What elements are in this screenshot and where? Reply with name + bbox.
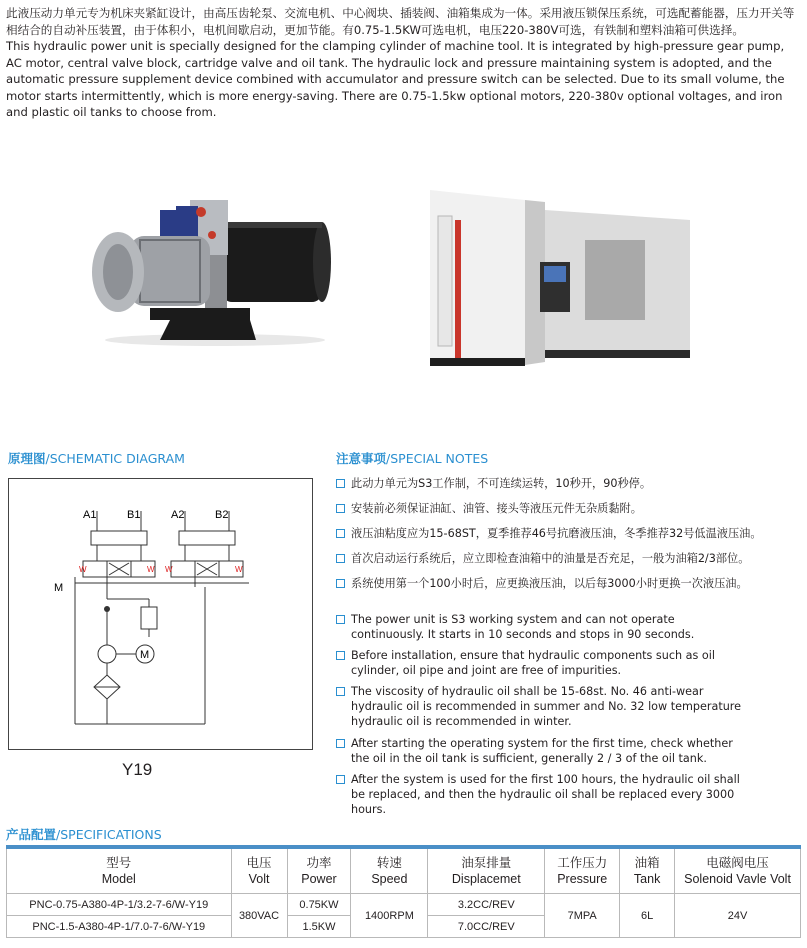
note-cn-3: 液压油粘度应为15-68ST，夏季推荐46号抗磨液压油，冬季推荐32号低温液压油。: [336, 526, 762, 541]
port-b2-label: B2: [215, 509, 229, 521]
note-en-2: Before installation, ensure that hydraulic components such as oil cylinder, oil pipe and joint are free of impurities.: [336, 648, 751, 678]
checkbox-icon: [336, 651, 345, 660]
intro-cn: 此液压动力单元专为机床夹紧缸设计，由高压齿轮泵、交流电机、中心阀块、插装阀、油箱集成为一体。采用液压锁保压系统，可选配蓄能器，压力开关等相结合的自动补压装置，由于体积小，电机间歇启动，更加节能。有0.75-1.5KW可选电机，电压220-380V可选，有铁制和塑料油箱可供选择。: [6, 6, 795, 37]
header-model: 型号 Model: [7, 848, 232, 894]
product-photos: [0, 180, 807, 380]
port-b1-label: B1: [127, 509, 141, 521]
intro-text: [6, 5, 801, 121]
displacement-cell: 3.2CC/REV: [428, 894, 545, 916]
checkbox-icon: [336, 554, 345, 563]
checkbox-icon: [336, 687, 345, 696]
notes-title: 注意事项/SPECIAL NOTES: [336, 451, 489, 466]
checkbox-icon: [336, 504, 345, 513]
solenoid-mark-right-2: W: [235, 565, 243, 574]
schematic-model-label: Y19: [122, 760, 153, 779]
schematic-title: 原理图/SCHEMATIC DIAGRAM: [8, 451, 185, 466]
motor-symbol: M: [140, 649, 150, 661]
note-cn-5: 系统使用第一个100小时后，应更换液压油，以后每3000小时更换一次液压油。: [336, 576, 748, 591]
power-cell: 1.5KW: [287, 916, 351, 938]
header-tank: 油箱 Tank: [620, 848, 675, 894]
notes-list: [336, 476, 806, 816]
header-speed: 转速 Speed: [351, 848, 428, 894]
checkbox-icon: [336, 579, 345, 588]
volt-cell: 380VAC: [231, 894, 287, 938]
checkbox-icon: [336, 529, 345, 538]
intro-en: This hydraulic power unit is specially designed for the clamping cylinder of machine tool. It is integrated by high-pressure gear pump, AC motor, central valve block, cartridge valve and oil tank. The hydraulic lock and pressure maintaining system is adopted, and the automatic pressure supplement device combined with accumulator and pressure switch can be selected. Due to its small volume, the motor starts intermittently, which is more energy-saving. There are 0.75-1.5kw optional motors, 220-380v optional voltages, and iron and plastic oil tanks to choose from.: [6, 39, 785, 119]
junction-dot: [104, 606, 110, 612]
port-m-label: M: [54, 582, 64, 594]
note-en-1: The power unit is S3 working system and can not operate continuously. It starts in 10 seconds and stops in 90 seconds.: [336, 612, 751, 642]
solenoid-mark-right-1: W: [147, 565, 155, 574]
checkbox-icon: [336, 615, 345, 624]
power-cell: 0.75KW: [287, 894, 351, 916]
note-cn-2: 安装前必须保证油缸、油管、接头等液压元件无杂质黏附。: [336, 501, 642, 516]
displacement-cell: 7.0CC/REV: [428, 916, 545, 938]
solenoid-cell: 24V: [675, 894, 801, 938]
port-a1-label: A1: [83, 509, 97, 521]
table-row: [7, 894, 801, 916]
header-displacement: 油泵排量 Displacemet: [428, 848, 545, 894]
specs-header-row: [7, 848, 801, 894]
tank-cell: 6L: [620, 894, 675, 938]
note-en-4: After starting the operating system for the first time, check whether the oil in the oil tank is sufficient, generally 2 / 3 of the oil tank.: [336, 736, 751, 766]
note-cn-1: 此动力单元为S3工作制，不可连续运转，10秒开，90秒停。: [336, 476, 651, 491]
checkbox-icon: [336, 479, 345, 488]
checkbox-icon: [336, 739, 345, 748]
model-cell: PNC-1.5-A380-4P-1/7.0-7-6/W-Y19: [7, 916, 232, 938]
port-a2-label: A2: [171, 509, 185, 521]
checkbox-icon: [336, 775, 345, 784]
power-unit-image: [92, 200, 331, 346]
model-cell: PNC-0.75-A380-4P-1/3.2-7-6/W-Y19: [7, 894, 232, 916]
speed-cell: 1400RPM: [351, 894, 428, 938]
solenoid-mark-left-1: W: [79, 565, 87, 574]
header-solenoid: 电磁阀电压 Solenoid Vavle Volt: [675, 848, 801, 894]
header-pressure: 工作压力 Pressure: [545, 848, 620, 894]
specs-title: 产品配置/SPECIFICATIONS: [6, 827, 162, 842]
pressure-cell: 7MPA: [545, 894, 620, 938]
header-volt: 电压 Volt: [231, 848, 287, 894]
schematic-box: [8, 478, 313, 750]
note-cn-4: 首次启动运行系统后，应立即检查油箱中的油量是否充足，一般为油箱2/3部位。: [336, 551, 749, 566]
schematic-diagram: [9, 479, 312, 749]
specs-table: [6, 846, 801, 938]
solenoid-mark-left-2: W: [165, 565, 173, 574]
header-power: 功率 Power: [287, 848, 351, 894]
note-en-5: After the system is used for the first 100 hours, the hydraulic oil shall be replaced, and then the hydraulic oil shall be replaced every 3000 hours.: [336, 772, 751, 817]
machine-tool-image: [430, 190, 690, 366]
note-en-3: The viscosity of hydraulic oil shall be 15-68st. No. 46 anti-wear hydraulic oil is recommended in summer and No. 32 low temperature hydraulic oil is recommended in winter.: [336, 684, 751, 729]
